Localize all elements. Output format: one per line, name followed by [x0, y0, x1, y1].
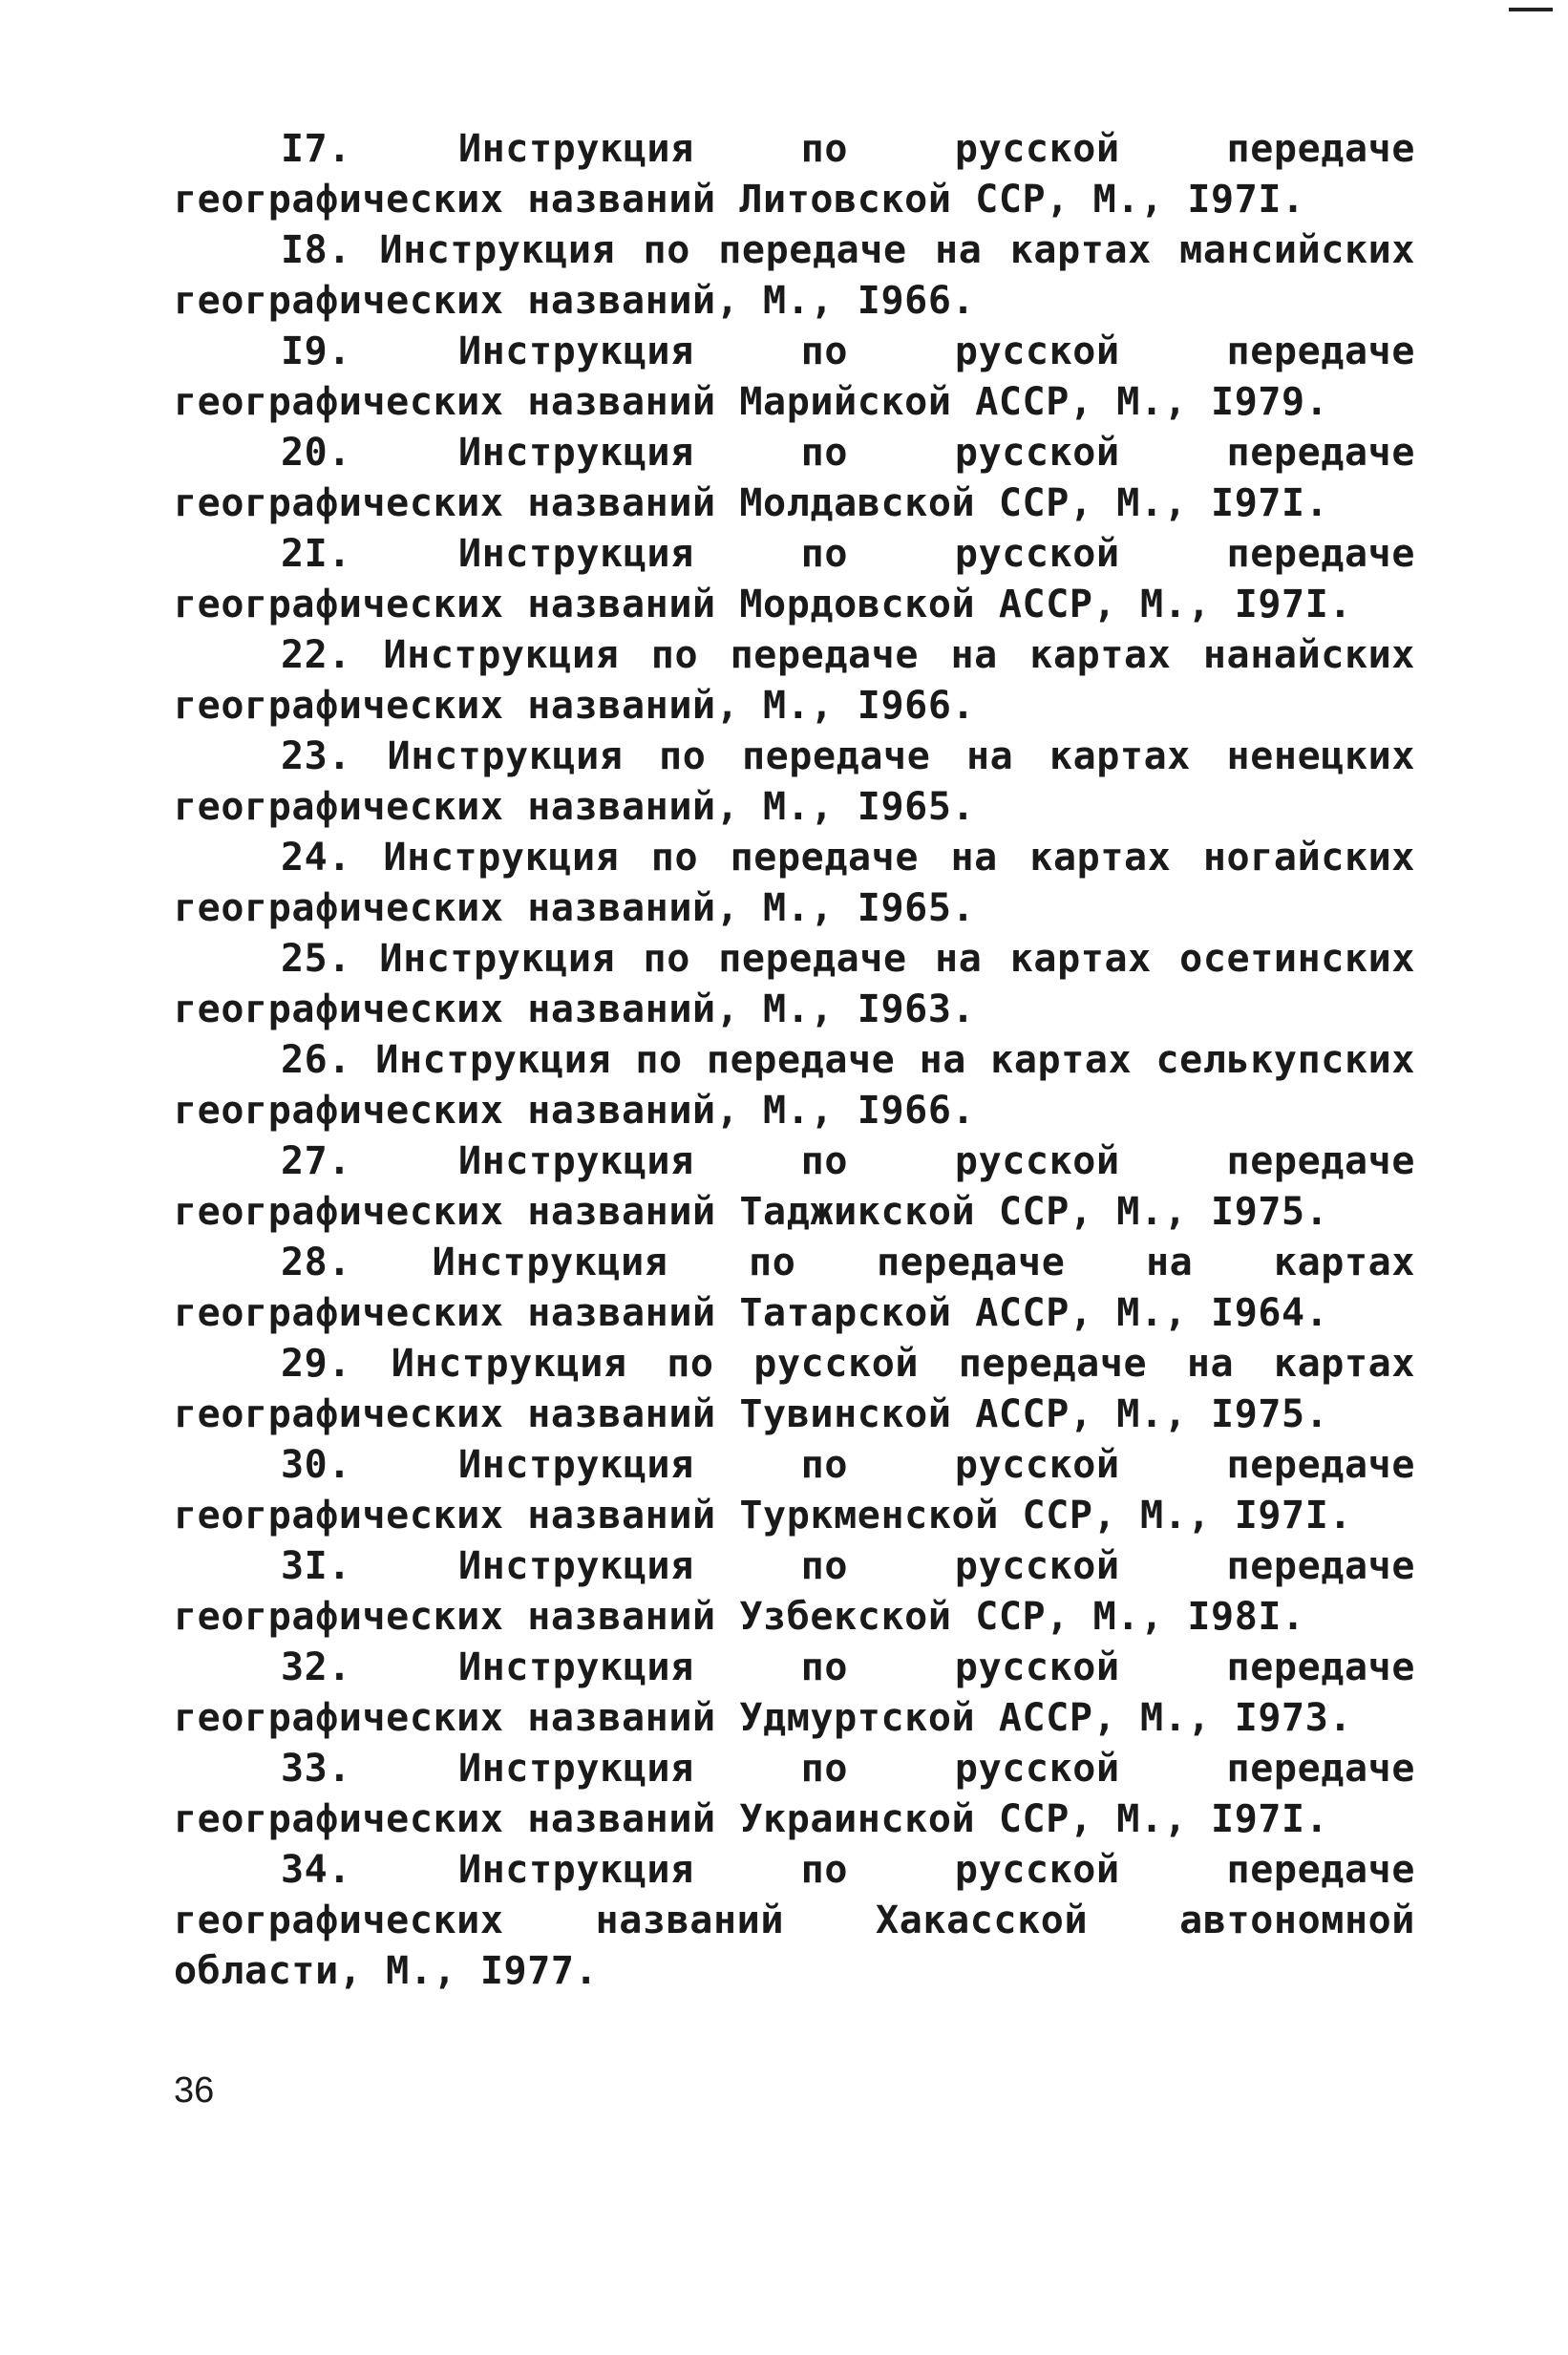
- reference-number: 34.: [281, 1848, 352, 1892]
- reference-text: Инструкция по передаче на картах ненецких географических названий, М., I965.: [174, 734, 1416, 829]
- reference-number: I9.: [281, 329, 352, 373]
- reference-text: Инструкция по русской передаче географических названий Удмуртской АССР, М., I973.: [174, 1645, 1415, 1740]
- reference-number: 25.: [281, 937, 352, 981]
- reference-item: [174, 732, 1415, 833]
- reference-number: 30.: [281, 1443, 352, 1487]
- reference-item: [174, 1238, 1415, 1339]
- reference-text: Инструкция по русской передаче географических названий Марийской АССР, М., I979.: [174, 329, 1415, 424]
- page-number: 36: [174, 2070, 215, 2111]
- reference-number: 32.: [281, 1645, 352, 1689]
- reference-number: 28.: [281, 1241, 352, 1284]
- reference-text: Инструкция по передаче на картах селькупских географических названий, М., I966.: [174, 1038, 1415, 1133]
- reference-text: Инструкция по русской передаче географических названий Молдавской ССР, М., I97I.: [174, 431, 1415, 525]
- reference-number: 3I.: [281, 1544, 352, 1588]
- reference-item: [174, 1339, 1415, 1440]
- reference-text: Инструкция по русской передаче географических названий Хакасской автономной области, М., I977.: [174, 1848, 1415, 1993]
- reference-text: Инструкция по русской передаче географических названий Украинской ССР, М., I97I.: [174, 1747, 1415, 1841]
- reference-item: [174, 934, 1415, 1035]
- reference-number: I8.: [281, 228, 352, 272]
- reference-item: [174, 1440, 1415, 1541]
- reference-text: Инструкция по передаче на картах мансийских географических названий, М., I966.: [174, 228, 1415, 323]
- reference-list: [174, 124, 1415, 1997]
- reference-text: Инструкция по русской передаче географических названий Таджикской ССР, М., I975.: [174, 1139, 1415, 1234]
- reference-number: 20.: [281, 431, 352, 475]
- reference-item: [174, 1643, 1415, 1744]
- reference-item: [174, 1035, 1415, 1136]
- reference-item: [174, 225, 1415, 327]
- reference-number: I7.: [281, 127, 352, 171]
- reference-text: Инструкция по передаче на картах географических названий Татарской АССР, М., I964.: [174, 1241, 1415, 1335]
- reference-item: [174, 833, 1415, 934]
- reference-item: [174, 327, 1415, 428]
- reference-item: [174, 1744, 1415, 1845]
- reference-number: 2I.: [281, 532, 352, 576]
- reference-number: 33.: [281, 1747, 352, 1791]
- reference-text: Инструкция по передаче на картах осетинских географических названий, М., I963.: [174, 937, 1415, 1031]
- reference-number: 27.: [281, 1139, 352, 1183]
- corner-mark: [1509, 8, 1553, 11]
- reference-item: [174, 428, 1415, 529]
- reference-text: Инструкция по передаче на картах ногайских географических названий, М., I965.: [174, 836, 1415, 930]
- reference-text: Инструкция по русской передаче на картах географических названий Тувинской АССР, М., I975.: [174, 1342, 1416, 1436]
- reference-number: 23.: [281, 734, 352, 778]
- reference-item: [174, 529, 1415, 630]
- reference-item: [174, 630, 1415, 732]
- reference-text: Инструкция по русской передаче географических названий Туркменской ССР, М., I97I.: [174, 1443, 1415, 1538]
- reference-number: 24.: [281, 836, 352, 880]
- reference-number: 22.: [281, 633, 352, 677]
- reference-item: [174, 1845, 1415, 1997]
- reference-text: Инструкция по русской передаче географических названий Мордовской АССР, М., I97I.: [174, 532, 1415, 626]
- reference-item: [174, 1136, 1415, 1238]
- reference-item: [174, 124, 1415, 225]
- reference-item: [174, 1541, 1415, 1643]
- reference-text: Инструкция по русской передаче географических названий Узбекской ССР, М., I98I.: [174, 1544, 1415, 1639]
- reference-text: Инструкция по передаче на картах нанайских географических названий, М., I966.: [174, 633, 1415, 728]
- reference-number: 26.: [281, 1038, 352, 1082]
- reference-number: 29.: [281, 1342, 352, 1386]
- reference-text: Инструкция по русской передаче географических названий Литовской ССР, М., I97I.: [174, 127, 1415, 222]
